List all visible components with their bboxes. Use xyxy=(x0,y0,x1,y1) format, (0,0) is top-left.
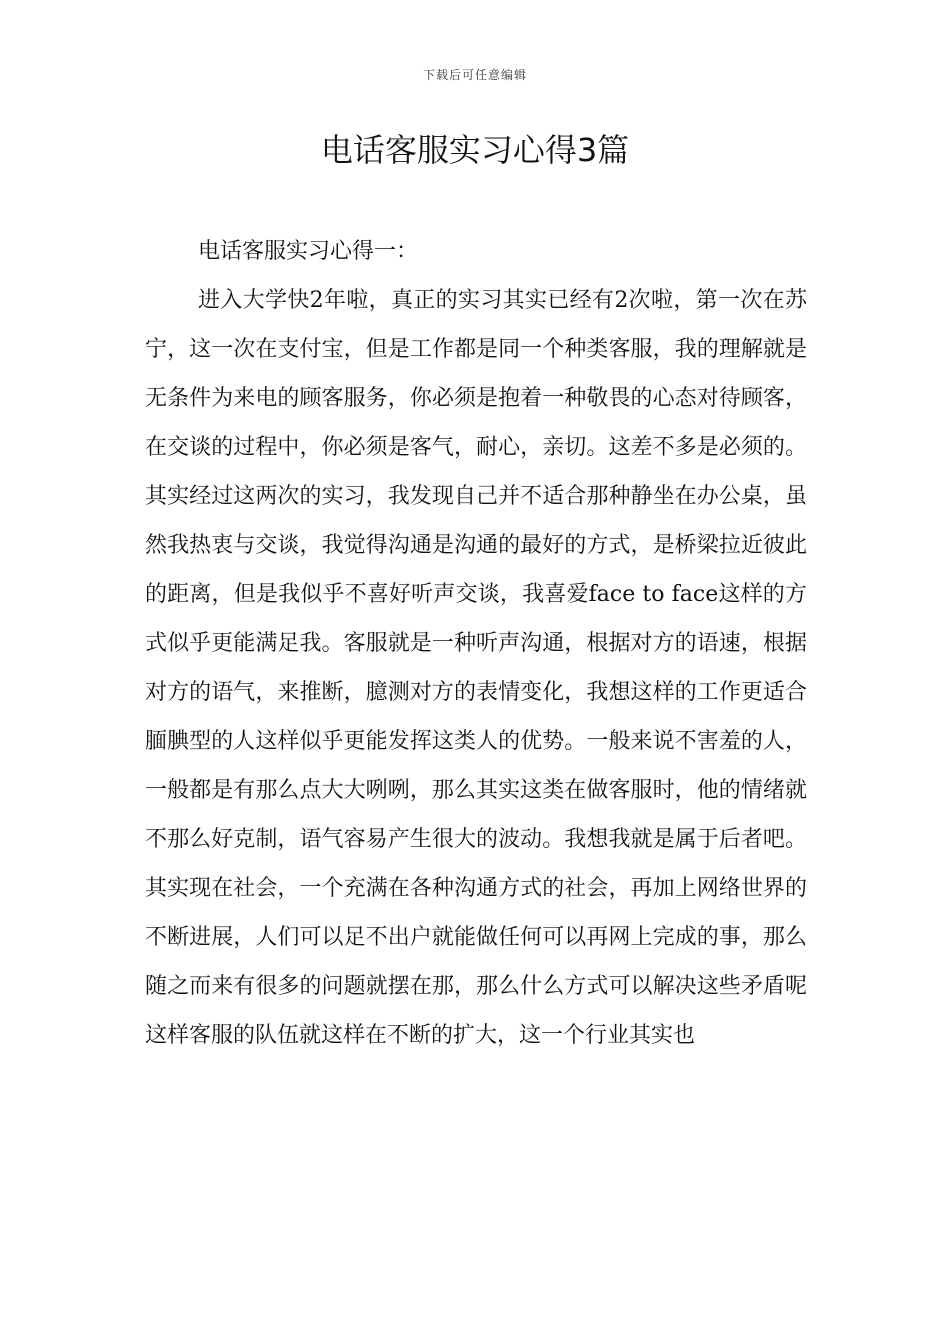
section-heading: 电话客服实习心得一： xyxy=(198,239,419,264)
header-note: 下载后可任意编辑 xyxy=(422,68,527,82)
page-title: 电话客服实习心得3篇 xyxy=(320,131,630,169)
document-body xyxy=(145,227,807,1060)
body-paragraph: 进入大学快2年啦，真正的实习其实已经有2次啦，第一次在苏宁，这一次在支付宝，但是工作都是同一个种类客服，我的理解就是无条件为来电的顾客服务，你必须是抱着一种敬畏的心态对待顾客，在交谈的过程中，你必须是客气，耐心，亲切。这差不多是必须的。其实经过这两次的实习，我发现自己并不适合那种静坐在办公桌，虽然我热衷与交谈，我觉得沟通是沟通的最好的方式，是桥梁拉近彼此的距离，但是我似乎不喜好听声交谈，我喜爱face to face这样的方式似乎更能满足我。客服就是一种听声沟通，根据对方的语速，根据对方的语气，来推断，臆测对方的表情变化，我想这样的工作更适合腼腆型的人这样似乎更能发挥这类人的优势。一般来说不害羞的人，一般都是有那么点大大咧咧，那么其实这类在做客服时，他的情绪就不那么好克制，语气容易产生很大的波动。我想我就是属于后者吧。其实现在社会，一个充满在各种沟通方式的社会，再加上网络世界的不断进展，人们可以足不出户就能做任何可以再网上完成的事，那么随之而来有很多的问题就摆在那，那么什么方式可以解决这些矛盾呢这样客服的队伍就这样在不断的扩大，这一个行业其实也 xyxy=(145,288,807,1048)
